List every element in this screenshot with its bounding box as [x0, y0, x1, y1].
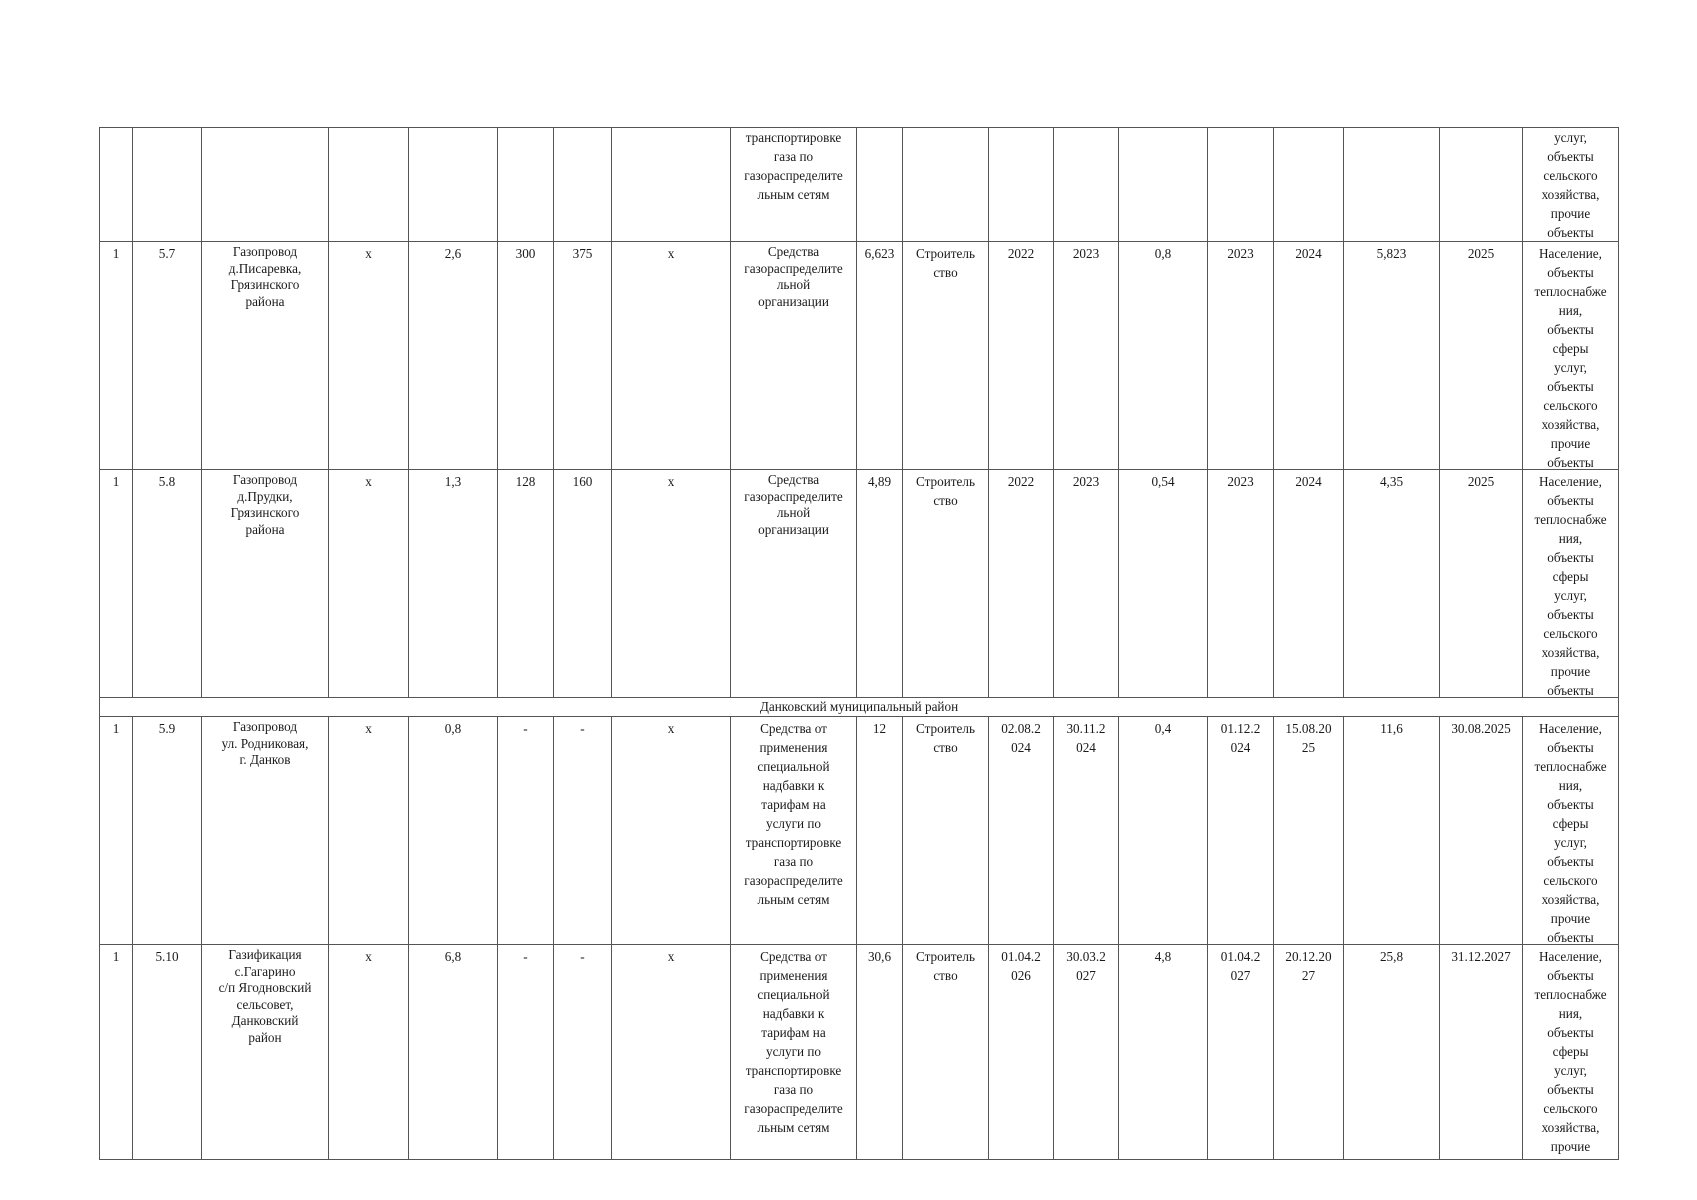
cell-c7 [554, 128, 612, 242]
cell-c8: x [612, 717, 731, 945]
cell-type: Строитель ство [903, 717, 989, 945]
cell-n: 1 [100, 242, 133, 470]
cell-source: Средства от применения специальной надбавки к тарифам на услуги по транспортировке газа по газораспределите льным сетям [731, 717, 857, 945]
cell-v2: 25,8 [1344, 945, 1440, 1160]
cell-year: 31.12.2027 [1440, 945, 1523, 1160]
cell-code [133, 128, 202, 242]
cell-end2: 15.08.20 25 [1274, 717, 1344, 945]
cell-start2: 2023 [1208, 242, 1274, 470]
cell-v2 [1344, 128, 1440, 242]
cell-c5: 0,8 [409, 717, 498, 945]
cell-start: 2022 [989, 470, 1054, 698]
cell-c8: x [612, 470, 731, 698]
cell-year: 2025 [1440, 242, 1523, 470]
table-row [100, 717, 1619, 945]
cell-c6 [498, 128, 554, 242]
cell-end: 30.03.2 027 [1054, 945, 1119, 1160]
cell-cost: 12 [857, 717, 903, 945]
cell-c6: 128 [498, 470, 554, 698]
table-row [100, 945, 1619, 1160]
cell-end2 [1274, 128, 1344, 242]
cell-year [1440, 128, 1523, 242]
cell-end: 2023 [1054, 470, 1119, 698]
cell-c5: 6,8 [409, 945, 498, 1160]
cell-n: 1 [100, 470, 133, 698]
cell-type: Строитель ство [903, 242, 989, 470]
cell-source: транспортировке газа по газораспределите льным сетям [731, 128, 857, 242]
cell-year: 30.08.2025 [1440, 717, 1523, 945]
cell-name [202, 128, 329, 242]
cell-c4: x [329, 945, 409, 1160]
cell-v1: 4,8 [1119, 945, 1208, 1160]
cell-end2: 20.12.20 27 [1274, 945, 1344, 1160]
cell-source: Средства газораспределите льной организации [731, 242, 857, 470]
cell-type: Строитель ство [903, 945, 989, 1160]
cell-source: Средства газораспределите льной организации [731, 470, 857, 698]
cell-end: 2023 [1054, 242, 1119, 470]
investment-table [99, 127, 1619, 1160]
cell-c8: x [612, 242, 731, 470]
cell-c4: x [329, 717, 409, 945]
cell-v2: 11,6 [1344, 717, 1440, 945]
cell-end2: 2024 [1274, 470, 1344, 698]
cell-consumers: Население, объекты теплоснабже ния, объекты сферы услуг, объекты сельского хозяйства, прочие [1523, 945, 1619, 1160]
cell-consumers: Население, объекты теплоснабже ния, объекты сферы услуг, объекты сельского хозяйства, прочие объекты [1523, 717, 1619, 945]
table-row-continued [100, 128, 1619, 242]
cell-consumers: Население, объекты теплоснабже ния, объекты сферы услуг, объекты сельского хозяйства, прочие объекты [1523, 470, 1619, 698]
cell-c8 [612, 128, 731, 242]
cell-c6: - [498, 717, 554, 945]
cell-c4: x [329, 242, 409, 470]
cell-start: 01.04.2 026 [989, 945, 1054, 1160]
cell-consumers: услуг, объекты сельского хозяйства, прочие объекты [1523, 128, 1619, 242]
cell-v1: 0,4 [1119, 717, 1208, 945]
cell-c7: 160 [554, 470, 612, 698]
cell-name: Газификация с.Гагарино с/п Ягодновский сельсовет, Данковский район [202, 945, 329, 1160]
cell-start [989, 128, 1054, 242]
section-title: Данковский муниципальный район [100, 698, 1619, 717]
cell-start: 02.08.2 024 [989, 717, 1054, 945]
cell-n: 1 [100, 717, 133, 945]
cell-cost: 6,623 [857, 242, 903, 470]
cell-end2: 2024 [1274, 242, 1344, 470]
cell-c6: - [498, 945, 554, 1160]
cell-type [903, 128, 989, 242]
cell-end: 30.11.2 024 [1054, 717, 1119, 945]
cell-c5: 1,3 [409, 470, 498, 698]
cell-n: 1 [100, 945, 133, 1160]
cell-c7: 375 [554, 242, 612, 470]
cell-name: Газопровод ул. Родниковая, г. Данков [202, 717, 329, 945]
cell-cost: 30,6 [857, 945, 903, 1160]
cell-cost: 4,89 [857, 470, 903, 698]
cell-v1: 0,8 [1119, 242, 1208, 470]
cell-type: Строитель ство [903, 470, 989, 698]
cell-code: 5.7 [133, 242, 202, 470]
cell-v1: 0,54 [1119, 470, 1208, 698]
cell-end [1054, 128, 1119, 242]
cell-v1 [1119, 128, 1208, 242]
cell-code: 5.9 [133, 717, 202, 945]
cell-c4 [329, 128, 409, 242]
cell-cost [857, 128, 903, 242]
cell-start2: 01.04.2 027 [1208, 945, 1274, 1160]
cell-start2: 2023 [1208, 470, 1274, 698]
cell-start2 [1208, 128, 1274, 242]
cell-code: 5.10 [133, 945, 202, 1160]
cell-v2: 4,35 [1344, 470, 1440, 698]
cell-name: Газопровод д.Писаревка, Грязинского района [202, 242, 329, 470]
cell-n [100, 128, 133, 242]
cell-c7: - [554, 717, 612, 945]
cell-year: 2025 [1440, 470, 1523, 698]
cell-c6: 300 [498, 242, 554, 470]
cell-v2: 5,823 [1344, 242, 1440, 470]
cell-code: 5.8 [133, 470, 202, 698]
cell-c4: x [329, 470, 409, 698]
cell-c7: - [554, 945, 612, 1160]
cell-c8: x [612, 945, 731, 1160]
cell-c5: 2,6 [409, 242, 498, 470]
table-row [100, 470, 1619, 698]
cell-consumers: Население, объекты теплоснабже ния, объекты сферы услуг, объекты сельского хозяйства, прочие объекты [1523, 242, 1619, 470]
cell-start2: 01.12.2 024 [1208, 717, 1274, 945]
cell-c5 [409, 128, 498, 242]
cell-source: Средства от применения специальной надбавки к тарифам на услуги по транспортировке газа по газораспределите льным сетям [731, 945, 857, 1160]
table-row [100, 242, 1619, 470]
cell-name: Газопровод д.Прудки, Грязинского района [202, 470, 329, 698]
cell-start: 2022 [989, 242, 1054, 470]
